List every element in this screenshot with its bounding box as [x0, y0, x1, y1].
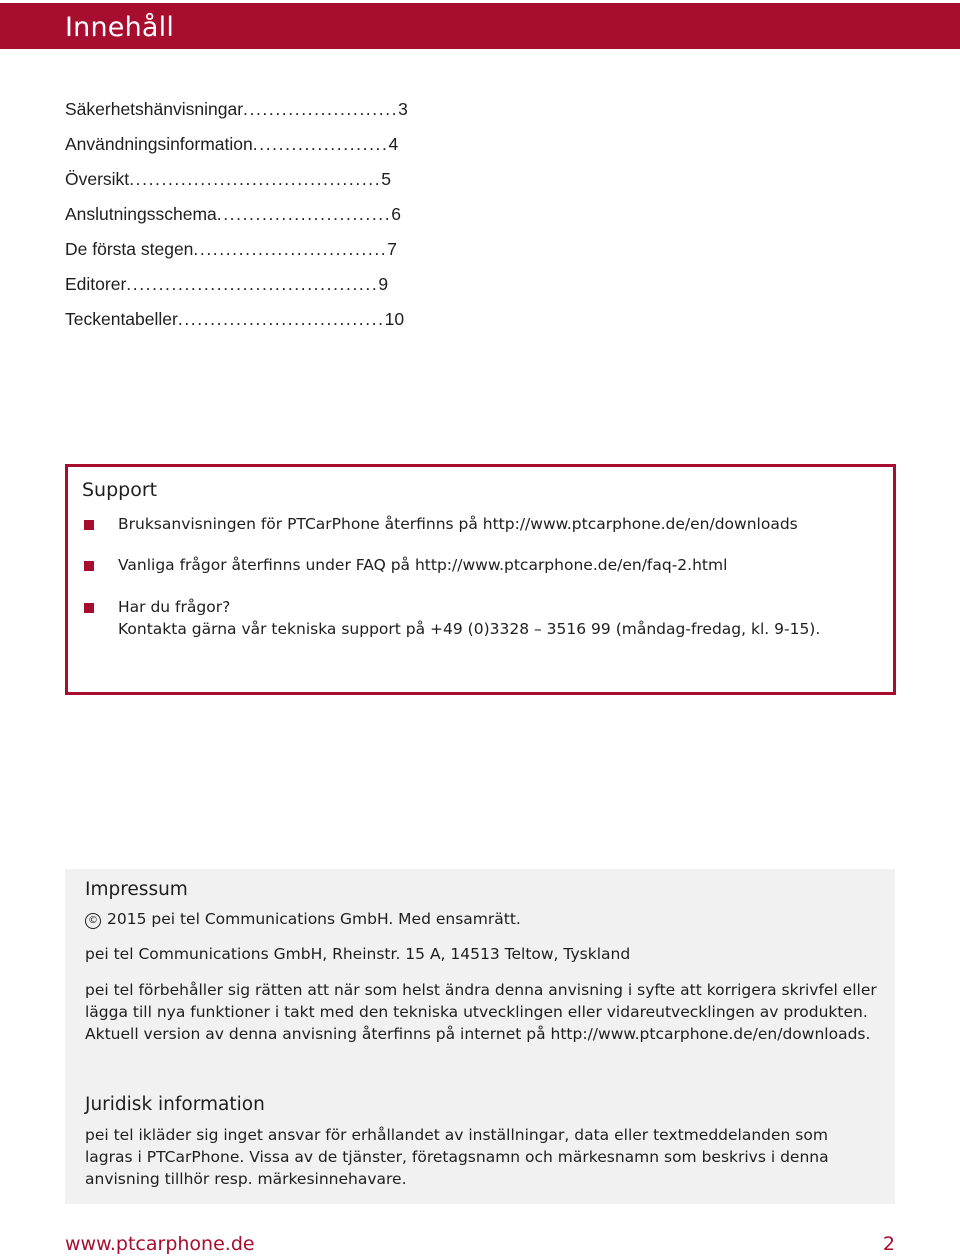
toc-leader-dots: ..................... — [252, 134, 389, 154]
toc-leader-dots: ........................ — [243, 99, 399, 119]
support-item-questions: Har du frågor? — [118, 598, 231, 616]
support-item-contact: Kontakta gärna vår tekniska support på +49 (0)3328 – 3516 99 (måndag-fredag, kl. 9-15). — [118, 620, 821, 638]
toc-entry-page: 10 — [384, 309, 405, 329]
footer-website-link[interactable]: www.ptcarphone.de — [65, 1233, 255, 1255]
toc-entry-title: Användningsinformation — [65, 134, 253, 154]
toc-entry-title: Översikt — [65, 169, 130, 189]
toc-leader-dots: ................................ — [177, 309, 385, 329]
toc-entry[interactable] — [65, 232, 465, 267]
copyright-icon: © — [85, 913, 101, 929]
toc-entry-title: Teckentabeller — [65, 309, 178, 329]
legal-text: pei tel ikläder sig inget ansvar för erhållandet av inställningar, data eller textmeddelanden som lagras i PTCarPhone. Vissa av de tjänster, företagsnamn och märkesnamn som beskrivs i denna anvisning tillhör resp. märkesinnehavare. — [85, 1126, 829, 1188]
toc-entry-title: Säkerhetshänvisningar — [65, 99, 244, 119]
toc-entry[interactable] — [65, 267, 465, 302]
toc-entry-page: 5 — [381, 169, 391, 189]
support-heading: Support — [82, 479, 158, 501]
impressum-notice: pei tel förbehåller sig rätten att när som helst ändra denna anvisning i syfte att korrigera skrivfel eller lägga till nya funktioner i takt med den tekniska utvecklingen eller vidareutvecklingen av produkten. Aktuell version av denna anvisning återfinns på internet på http://www.ptcarphone.de/en/downloads. — [85, 981, 877, 1043]
toc-leader-dots: ........................... — [216, 204, 392, 224]
support-item-faq: Vanliga frågor återfinns under FAQ på http://www.ptcarphone.de/en/faq-2.html — [118, 556, 728, 574]
square-bullet-icon — [84, 603, 94, 613]
support-item-manual: Bruksanvisningen för PTCarPhone återfinns på http://www.ptcarphone.de/en/downloads — [118, 515, 798, 533]
copyright-text: 2015 pei tel Communications GmbH. Med ensamrätt. — [107, 910, 521, 928]
table-of-contents — [65, 92, 465, 337]
toc-entry-page: 7 — [387, 239, 398, 259]
toc-entry-page: 9 — [378, 274, 389, 294]
impressum-panel — [65, 869, 895, 1204]
toc-entry[interactable] — [65, 127, 465, 162]
page-title: Innehåll — [65, 12, 175, 43]
support-box — [65, 464, 896, 695]
copyright-line — [85, 908, 880, 930]
toc-entry-page: 3 — [398, 99, 408, 119]
header-bar — [0, 3, 960, 49]
impressum-heading: Impressum — [85, 879, 188, 900]
toc-entry-title: De första stegen — [65, 239, 194, 259]
square-bullet-icon — [84, 561, 94, 571]
toc-entry-page: 4 — [388, 134, 399, 154]
toc-entry-page: 6 — [391, 204, 401, 224]
square-bullet-icon — [84, 520, 94, 530]
toc-leader-dots: ....................................... — [126, 274, 379, 294]
company-address: pei tel Communications GmbH, Rheinstr. 15 A, 14513 Teltow, Tyskland — [85, 945, 631, 963]
toc-entry-title: Editorer — [65, 274, 127, 294]
toc-leader-dots: ....................................... — [129, 169, 382, 189]
toc-entry[interactable] — [65, 302, 465, 337]
toc-entry[interactable] — [65, 162, 465, 197]
toc-leader-dots: .............................. — [193, 239, 388, 259]
page-number: 2 — [882, 1233, 895, 1255]
toc-entry[interactable] — [65, 92, 465, 127]
toc-entry-title: Anslutningsschema — [65, 204, 217, 224]
legal-heading: Juridisk information — [85, 1094, 265, 1115]
toc-entry[interactable] — [65, 197, 465, 232]
